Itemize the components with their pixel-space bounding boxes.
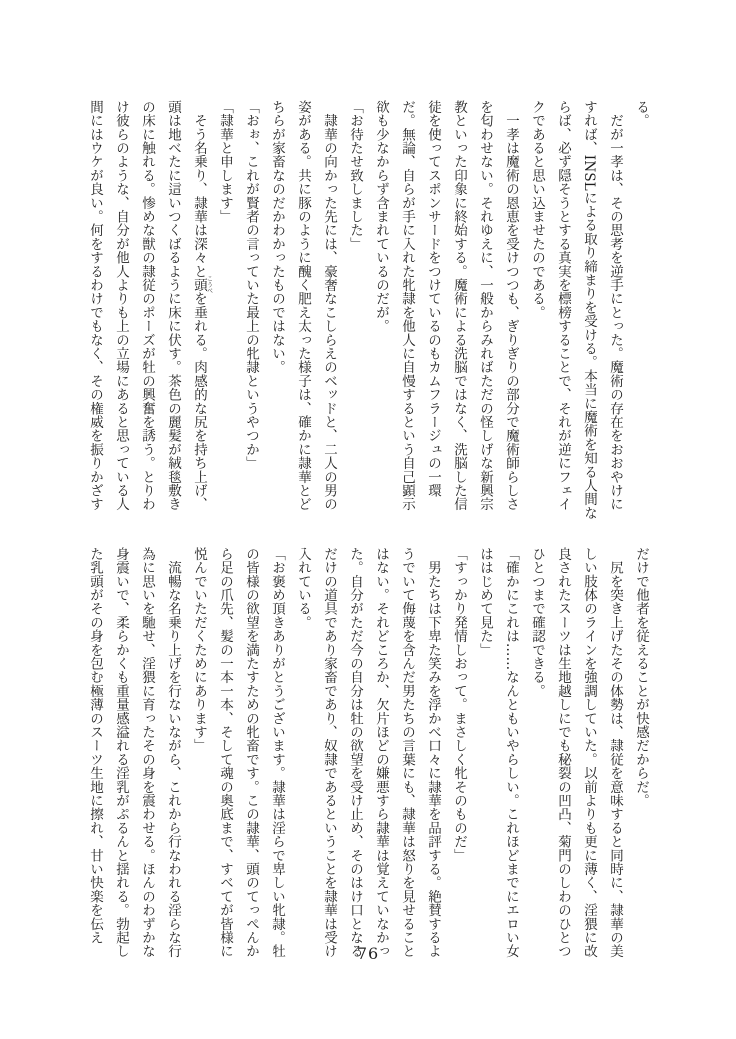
text-line: 隷華の向かった先には、豪奢なこしらえのベッドと、二人の男の <box>321 100 337 511</box>
text-line: 悦んでいただくためにあります」 <box>191 547 207 753</box>
text-line: け彼らのような、自分が他人よりも上の立場にあると思っている人 <box>113 100 129 511</box>
text-line: 男たちは下卑た笑みを浮かべ口々に隷華を品評する。絶賛するよ <box>425 547 441 958</box>
text-line: の皆様の欲望を満たすための牝畜です。この隷華、頭のてっぺんか <box>243 547 259 958</box>
text-line: うでいて侮蔑を含んだ男たちの言葉にも、隷華は怒りを見せること <box>399 547 415 958</box>
text-line: すれば、INSLによる取り締まりを受ける。本当に魔術を知る人間な <box>581 100 597 520</box>
text-line: 為に思いを馳せ、淫猥に育ったその身を震わせる。ほんのわずかな <box>139 547 155 958</box>
text-line: を匂わせない。それゆえに、一般からみればただの怪しげな新興宗 <box>477 100 493 511</box>
text-line: 入れている。 <box>295 547 311 630</box>
text-line: ひとつまで確認できる。 <box>529 547 545 698</box>
text-block-top <box>82 100 654 538</box>
text-line: はない。それどころか、欠片ほどの嫌悪すら隷華は覚えていなかっ <box>373 547 389 958</box>
text-line: 一孝は魔術の恩恵を受けつつも、ぎりぎりの部分で魔術師らしさ <box>503 100 519 511</box>
text-line: 頭は地べたに這いつくばるように床に伏す。茶色の麗髪が絨毯敷き <box>165 100 181 511</box>
text-line: しい肢体のラインを強調していた。以前よりも更に薄く、淫猥に改 <box>581 547 597 958</box>
text-line: 「おぉ、これが賢者の言っていた最上の牝隷というやつか」 <box>243 100 259 470</box>
text-line: 「お褒め頂きありがとうございます。隷華は淫らで卑しい牝隷。牡 <box>269 547 285 958</box>
text-line: た。自分がただ今の自分は牡の欲望を受け止め、そのはけ口となる <box>347 547 363 958</box>
text-line: 「お待たせ致しました」 <box>347 100 363 251</box>
text-line: 徒を使ってスポンサードをつけているのもカムフラージュの一環 <box>425 100 441 498</box>
text-line: だけで他者を従えることが快感だからだ。 <box>633 547 649 808</box>
text-line: 欲も少なからず含まれているのだが。 <box>373 100 389 333</box>
text-line: る。 <box>633 100 649 128</box>
text-block-bottom <box>82 547 654 985</box>
text-line: 「隷華と申します」 <box>217 100 233 224</box>
text-line: 流暢な名乗り上げを行ないながら、これから行なわれる淫らな行 <box>165 547 181 958</box>
text-line: 「確かにこれは……なんともいやらしい。これほどまでにエロい女 <box>503 547 519 958</box>
text-line: だけの道具であり家畜であり、奴隷であるということを隷華は受け <box>321 547 337 958</box>
text-line: 尻を突き上げたその体勢は、隷従を意味すると同時に、隷華の美 <box>607 547 623 958</box>
text-line: 良されたスーツは生地越しにでも秘裂の凹凸、菊門のしわのひとつ <box>555 547 571 958</box>
text-line: ら足の爪先、髪の一本一本、そして魂の奥底まで、すべてが皆様に <box>217 547 233 958</box>
text-line: 間にはウケが良い。何をするわけでもなく、その権威を振りかざす <box>87 100 103 511</box>
text-line: 「すっかり発情しおって。まさしく牝そのものだ」 <box>451 547 467 863</box>
text-line: 教といった印象に終始する。魔術による洗脳ではなく、洗脳した信 <box>451 100 467 511</box>
text-line: の床に触れる。惨めな獣の隷従のポーズが牡の興奮を誘う。とりわ <box>139 100 155 511</box>
page-number: 76 <box>356 944 380 963</box>
text-line: らば、必ず隠そうとする真実を標榜することで、それが逆にフェイ <box>555 100 571 511</box>
text-line: だ。無論、自らが手に入れた牝隷を他人に自慢するという自己顕示 <box>399 100 415 511</box>
text-line: ははじめて見た」 <box>477 547 493 657</box>
text-line: ちらが家畜なのだかわかったものではない。 <box>269 100 285 374</box>
text-line: そう名乗り、隷華は深々と頭こうべを垂れる。肉感的な尻を持ち上げ、 <box>191 100 213 512</box>
text-line: だが一孝は、その思考を逆手にとった。魔術の存在をおおやけに <box>607 100 623 511</box>
text-line: クであると思い込ませたのである。 <box>529 100 545 320</box>
text-line: た乳頭がその身を包む極薄のスーツ生地に擦れ、甘い快楽を伝え <box>87 547 103 945</box>
text-line: 姿がある。共に豚のように醜く肥え太った様子は、確かに隷華とど <box>295 100 311 511</box>
text-line: 身震いで、柔らかくも重量感溢れる淫乳がぷるんと揺れる。勃起し <box>113 547 129 958</box>
